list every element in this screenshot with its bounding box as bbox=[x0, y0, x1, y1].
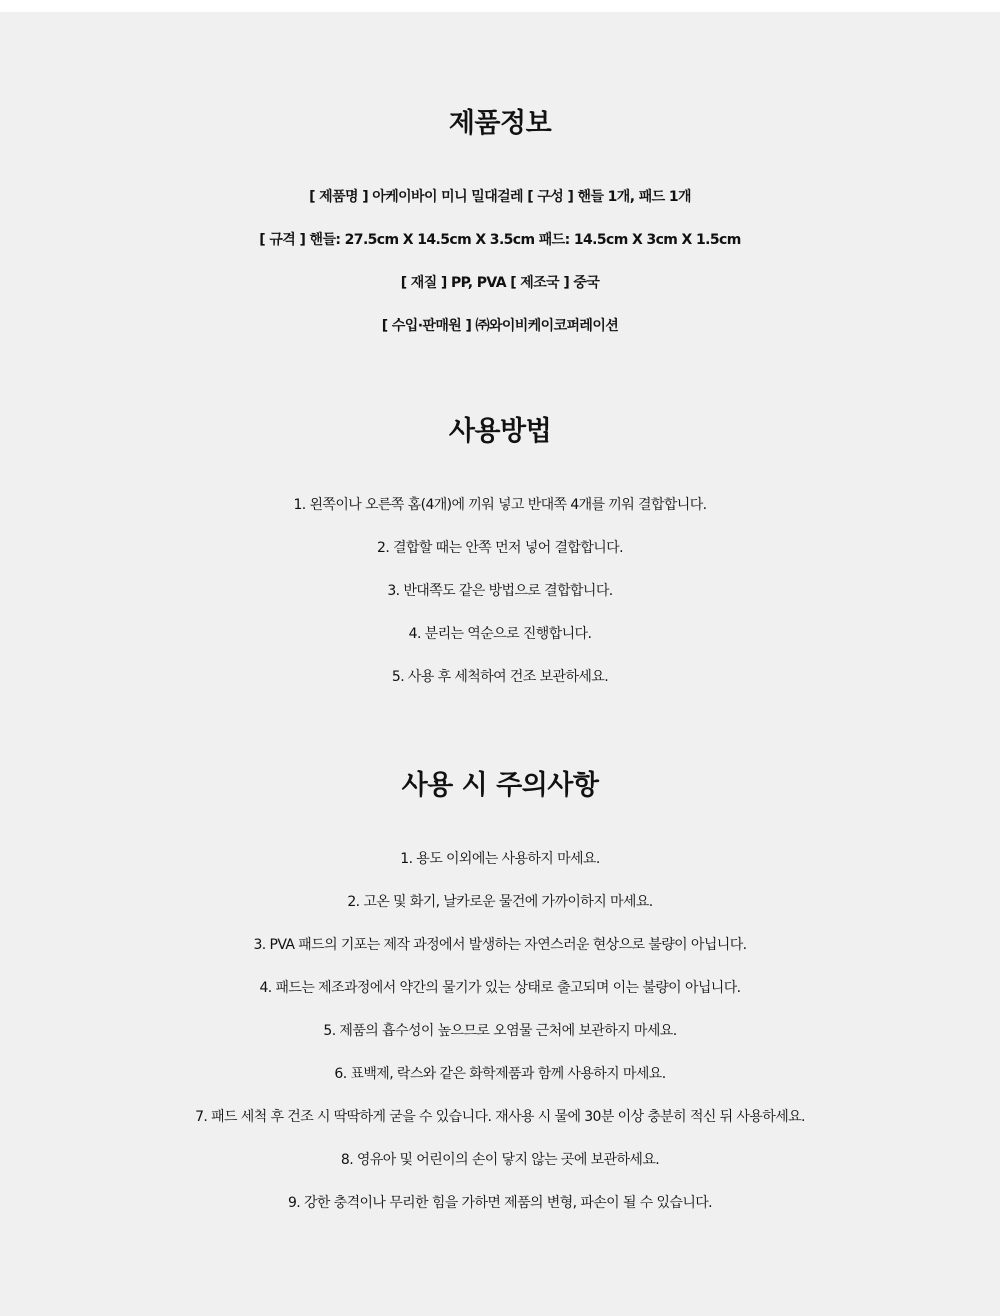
caution-item: 4. 패드는 제조과정에서 약간의 물기가 있는 상태로 출고되며 이는 불량이 아닙니다. bbox=[259, 980, 741, 996]
caution-item: 6. 표백제, 락스와 같은 화학제품과 함께 사용하지 마세요. bbox=[334, 1066, 666, 1082]
spec-label-importer: [ 수입·판매원 ] bbox=[381, 318, 472, 334]
caution-item: 8. 영유아 및 어린이의 손이 닿지 않는 곳에 보관하세요. bbox=[340, 1152, 660, 1168]
spec-label-material: [ 재질 ] bbox=[400, 275, 447, 291]
spec-value-composition: 핸들 1개, 패드 1개 bbox=[573, 189, 691, 205]
usage-item: 5. 사용 후 세척하여 건조 보관하세요. bbox=[391, 669, 609, 685]
spec-value-importer: ㈜와이비케이코퍼레이션 bbox=[471, 318, 619, 334]
product-info-list bbox=[0, 176, 1000, 348]
product-info-line-importer bbox=[0, 305, 1000, 348]
usage-item: 4. 분리는 역순으로 진행합니다. bbox=[408, 626, 592, 642]
spec-label-origin: [ 제조국 ] bbox=[510, 275, 570, 291]
product-info-section bbox=[0, 106, 1000, 348]
caution-item: 3. PVA 패드의 기포는 제작 과정에서 발생하는 자연스러운 현상으로 불량이 아닙니다. bbox=[253, 937, 747, 953]
caution-section bbox=[0, 768, 1000, 1225]
caution-item: 2. 고온 및 화기, 날카로운 물건에 가까이하지 마세요. bbox=[347, 894, 653, 910]
caution-list bbox=[0, 838, 1000, 1225]
usage-section bbox=[0, 414, 1000, 699]
spec-label-name: [ 제품명 ] bbox=[309, 189, 368, 205]
caution-item: 7. 패드 세척 후 건조 시 딱딱하게 굳을 수 있습니다. 재사용 시 물에 30분 이상 충분히 적신 뒤 사용하세요. bbox=[195, 1109, 805, 1125]
usage-item: 3. 반대쪽도 같은 방법으로 결합합니다. bbox=[387, 583, 613, 599]
spec-value-origin: 중국 bbox=[569, 275, 600, 291]
product-info-line-name bbox=[0, 176, 1000, 219]
product-info-line-material bbox=[0, 262, 1000, 305]
caution-item: 1. 용도 이외에는 사용하지 마세요. bbox=[400, 851, 600, 867]
product-info-title: 제품정보 bbox=[448, 108, 552, 139]
usage-list bbox=[0, 484, 1000, 699]
spec-label-size: [ 규격 ] bbox=[259, 232, 306, 248]
product-info-line-size bbox=[0, 219, 1000, 262]
spec-value-material: PP, PVA bbox=[446, 275, 511, 291]
caution-title: 사용 시 주의사항 bbox=[401, 770, 599, 801]
caution-item: 9. 강한 충격이나 무리한 힘을 가하면 제품의 변형, 파손이 될 수 있습니다. bbox=[287, 1195, 713, 1211]
usage-item: 2. 결합할 때는 안쪽 먼저 넣어 결합합니다. bbox=[377, 540, 623, 556]
spec-value-name: 아케이바이 미니 밀대걸레 bbox=[368, 189, 528, 205]
spec-value-size: 핸들: 27.5cm X 14.5cm X 3.5cm 패드: 14.5cm X 3cm X 1.5cm bbox=[305, 232, 741, 248]
usage-title: 사용방법 bbox=[448, 416, 552, 447]
caution-item: 5. 제품의 흡수성이 높으므로 오염물 근처에 보관하지 마세요. bbox=[323, 1023, 677, 1039]
usage-item: 1. 왼쪽이나 오른쪽 홈(4개)에 끼워 넣고 반대쪽 4개를 끼워 결합합니다. bbox=[293, 497, 707, 513]
spec-label-composition: [ 구성 ] bbox=[527, 189, 574, 205]
